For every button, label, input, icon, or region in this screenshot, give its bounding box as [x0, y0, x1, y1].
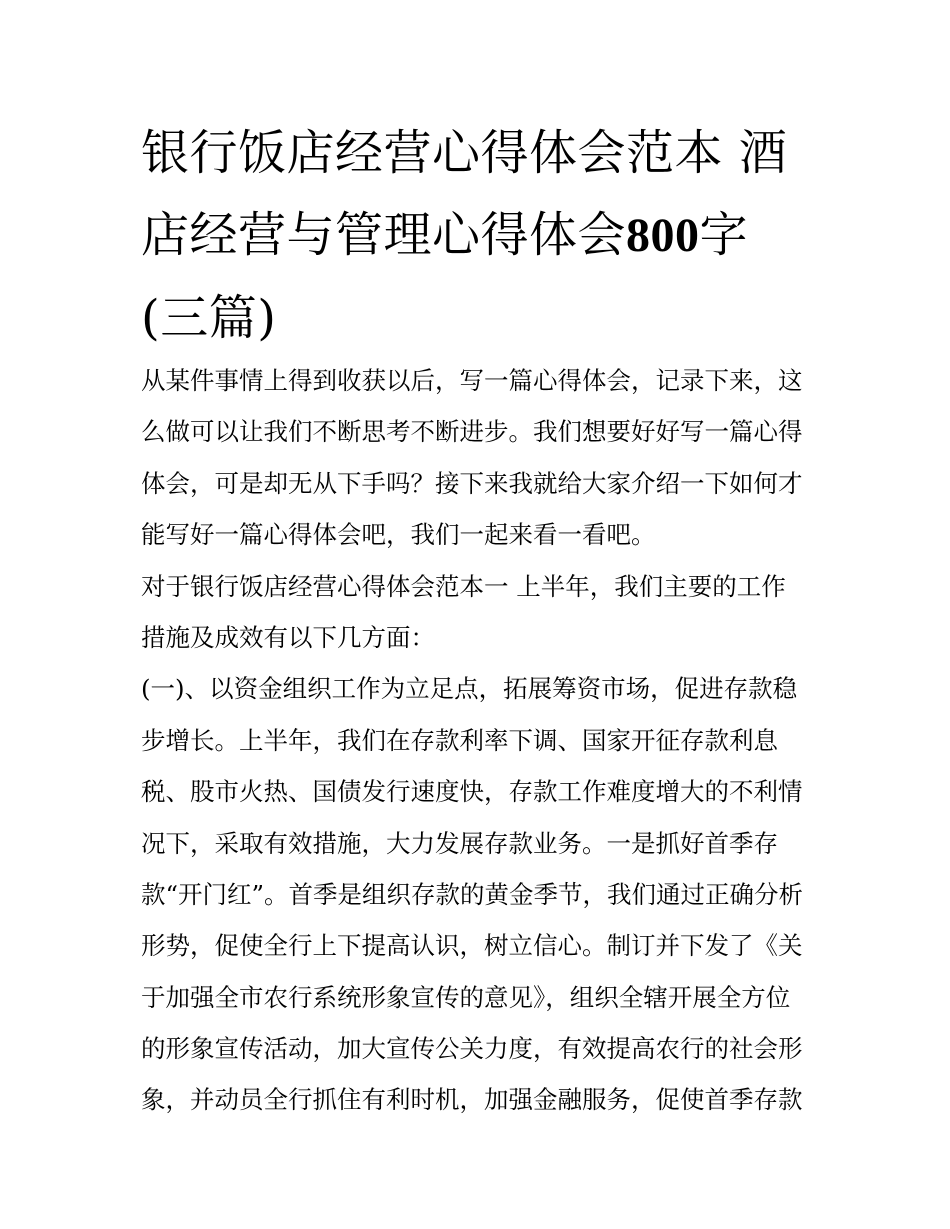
- title-line: [141, 194, 821, 277]
- body-line: 象，并动员全行抓住有利时机，加强金融服务，促使首季存款: [141, 1085, 803, 1115]
- body-line: 款“开门红”。首季是组织存款的黄金季节，我们通过正确分析: [141, 879, 804, 909]
- body-line: 体会，可是却无从下手吗？接下来我就给大家介绍一下如何才: [141, 468, 803, 498]
- body-line: 步增长。上半年，我们在存款利率下调、国家开征存款利息: [141, 725, 778, 755]
- body-line: 能写好一篇心得体会吧，我们一起来看一看吧。: [141, 520, 656, 550]
- body-line: 税、股市火热、国债发行速度快，存款工作难度增大的不利情: [141, 777, 803, 807]
- title-line-unit: 字: [699, 207, 749, 263]
- document-body: [141, 355, 821, 1126]
- document-title: [141, 112, 821, 359]
- body-line: 于加强全市农行系统形象宣传的意见》，组织全辖开展全方位: [141, 982, 791, 1012]
- body-line: 从某件事情上得到收获以后，写一篇心得体会，记录下来，这: [141, 366, 803, 395]
- title-word-count: 800: [626, 209, 700, 262]
- body-line: 的形象宣传活动，加大宣传公关力度，有效提高农行的社会形: [141, 1034, 803, 1064]
- body-line: 况下，采取有效措施，大力发展存款业务。一是抓好首季存: [141, 828, 778, 858]
- title-line: 银行饭店经营心得体会范本 酒: [141, 125, 788, 181]
- body-line: 措施及成效有以下几方面：: [141, 622, 435, 652]
- title-line: (三篇): [141, 290, 277, 346]
- body-line: 形势，促使全行上下提高认识，树立信心。制订并下发了《关: [141, 931, 803, 961]
- body-line: 么做可以让我们不断思考不断进步。我们想要好好写一篇心得: [141, 417, 803, 447]
- body-line: 对于银行饭店经营心得体会范本一 上半年，我们主要的工作: [141, 571, 786, 601]
- title-line-text: 店经营与管理心得体会: [141, 207, 627, 263]
- body-line: (一)、以资金组织工作为立足点，拓展筹资市场，促进存款稳: [141, 674, 798, 704]
